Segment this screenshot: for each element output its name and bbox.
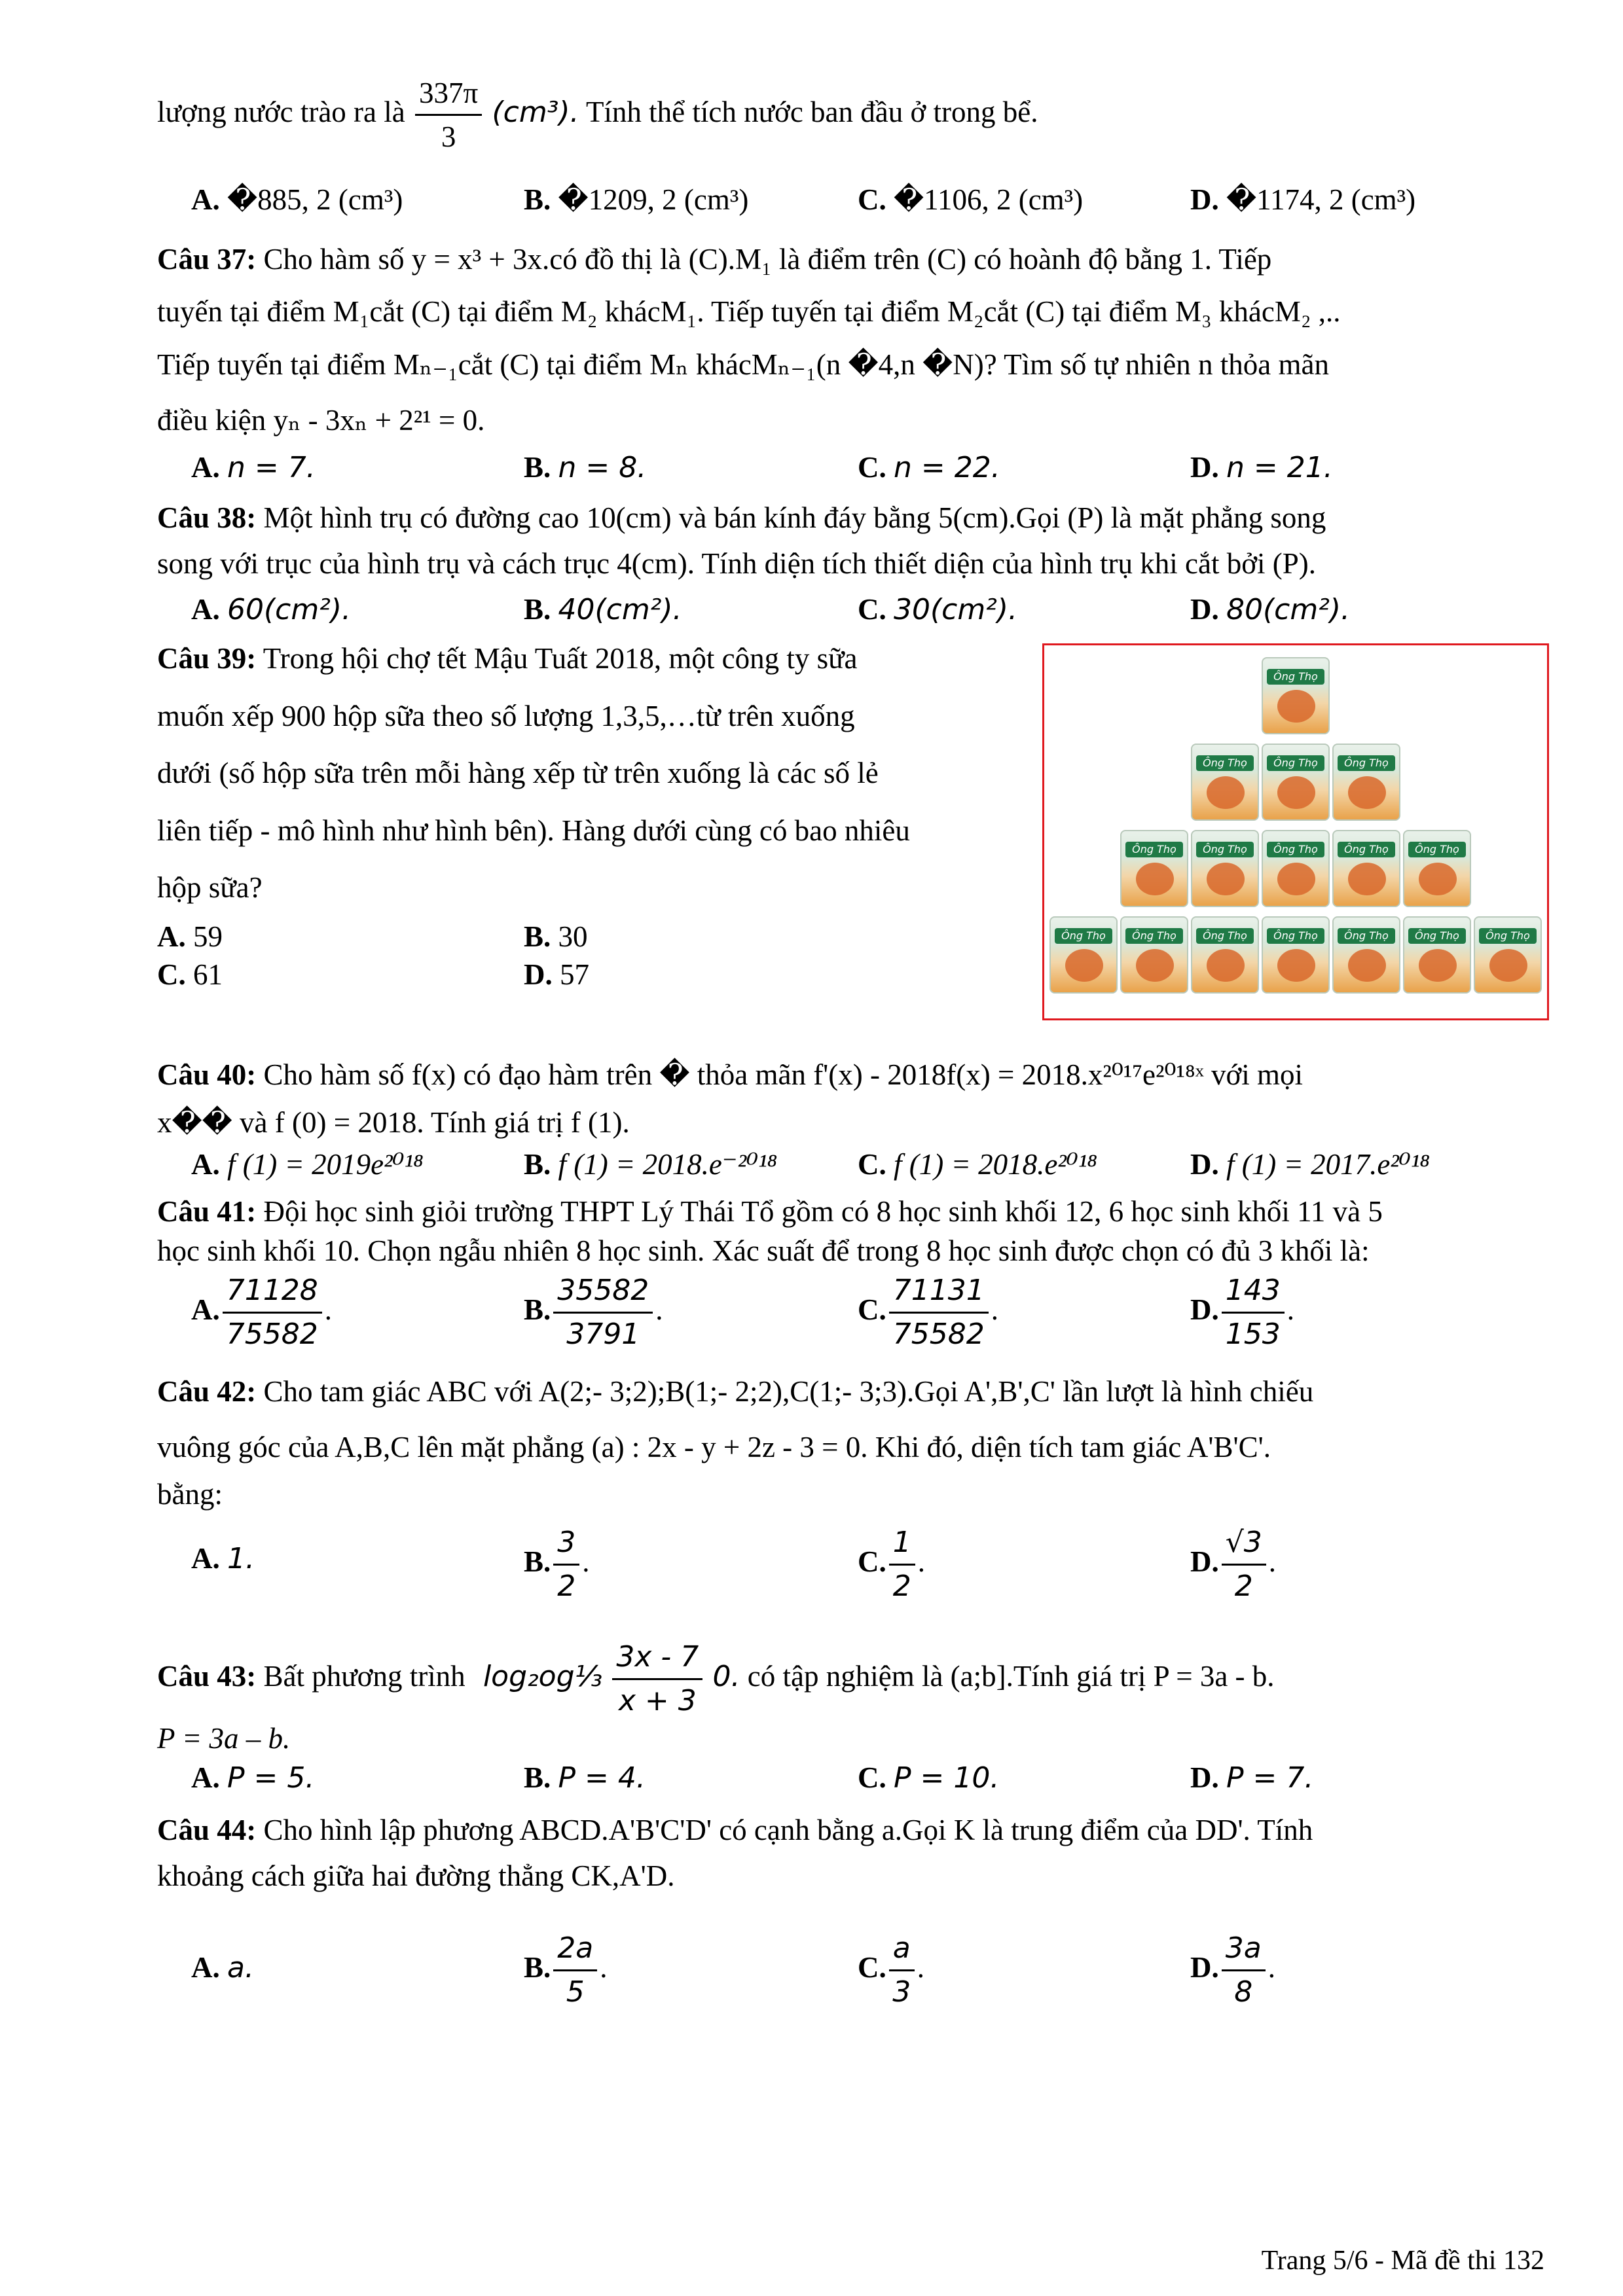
q44-option-d[interactable]: D. $\frac{3a}{8}$ . [1190, 1928, 1275, 2013]
milk-can-illustration [1489, 949, 1527, 982]
q37-line-3: Tiếp tuyến tại điểm Mₙ₋₁cắt (C) tại điểm Mₙ khácMₙ₋₁(n �4,n �N)? Tìm số tự nhiên n thỏa mãn [157, 348, 1329, 381]
milk-can-label: Ông Thọ [1196, 842, 1254, 857]
milk-can-label: Ông Thọ [1055, 928, 1112, 944]
question-number: Câu 38: [157, 501, 257, 534]
milk-can [1332, 830, 1400, 907]
q39-line-5: hộp sữa? [157, 871, 263, 904]
milk-can-illustration [1277, 863, 1315, 895]
milk-can [1332, 744, 1400, 821]
q40-line-1: Câu 40: Cho hàm số f(x) có đạo hàm trên � thỏa mãn f'(x) - 2018f(x) = 2018.x²⁰¹⁷e²⁰¹⁸ˣ với mọi [157, 1058, 1304, 1091]
milk-can-illustration [1348, 863, 1386, 895]
milk-can-illustration [1136, 949, 1174, 982]
milk-can [1403, 916, 1471, 994]
q40-line-2: x�� và f (0) = 2018. Tính giá trị f (1). [157, 1106, 630, 1139]
milk-can [1262, 916, 1330, 994]
q41-line-2: học sinh khối 10. Chọn ngẫu nhiên 8 học sinh. Xác suất để trong 8 học sinh được chọn có đủ 3 khối là: [157, 1234, 1370, 1267]
milk-can [1191, 744, 1259, 821]
milk-can-illustration [1277, 949, 1315, 982]
q37-option-d[interactable]: D. n = 21. [1190, 451, 1333, 484]
q36-option-a[interactable]: A. �885, 2 (cm³) [191, 183, 403, 216]
milk-can-label: Ông Thọ [1196, 928, 1254, 944]
milk-can [1191, 830, 1259, 907]
q43-option-a[interactable]: A. P = 5. [191, 1761, 315, 1795]
milk-can-illustration [1207, 776, 1245, 809]
milk-can [1262, 657, 1330, 734]
q44-option-a[interactable]: A. a. [191, 1951, 254, 1984]
q39-line-3: dưới (số hộp sữa trên mỗi hàng xếp từ trên xuống là các số lẻ [157, 757, 879, 789]
milk-can [1474, 916, 1542, 994]
question-number: Câu 41: [157, 1195, 257, 1228]
q42-option-c[interactable]: C. $\frac{1}{2}$ . [858, 1522, 925, 1607]
q42-option-a[interactable]: A. 1. [191, 1542, 255, 1575]
q36-option-d[interactable]: D. �1174, 2 (cm³) [1190, 183, 1416, 216]
milk-can-label: Ông Thọ [1408, 928, 1466, 944]
q39-option-b[interactable]: B. 30 [524, 920, 588, 953]
q38-option-a[interactable]: A. 60(cm²). [191, 593, 351, 626]
milk-can-label: Ông Thọ [1479, 928, 1537, 944]
q44-option-c[interactable]: C. $\frac{a}{3}$ . [858, 1928, 924, 2013]
q41-option-d[interactable]: D. $\frac{143}{153}$ . [1190, 1270, 1294, 1355]
milk-can-pyramid-figure [1042, 643, 1549, 1020]
q43-line-1: Câu 43: Bất phương trình log₂og⅓ $\frac{3x - 7}{x + 3}$ 0. có tập nghiệm là (a;b].Tính giá trị P = 3a - b. [157, 1636, 1275, 1722]
q37-line-4: điều kiện yₙ - 3xₙ + 2²¹ = 0. [157, 404, 485, 437]
q38-line-2: song với trục của hình trụ và cách trục 4(cm). Tính diện tích thiết diện của hình trụ khi cắt bởi (P). [157, 547, 1317, 580]
q40-option-a[interactable]: A. f (1) = 2019e²⁰¹⁸ [191, 1148, 424, 1181]
question-number: Câu 40: [157, 1058, 257, 1091]
q39-option-c[interactable]: C. 61 [157, 958, 223, 991]
q43-option-d[interactable]: D. P = 7. [1190, 1761, 1314, 1795]
question-number: Câu 39: [157, 642, 257, 675]
q40-option-c[interactable]: C. f (1) = 2018.e²⁰¹⁸ [858, 1148, 1097, 1181]
q38-option-c[interactable]: C. 30(cm²). [858, 593, 1017, 626]
q36-option-c[interactable]: C. �1106, 2 (cm³) [858, 183, 1084, 216]
milk-can [1262, 744, 1330, 821]
intro-text: lượng nước trào ra là [157, 95, 405, 128]
milk-can-illustration [1277, 690, 1315, 723]
q42-option-d[interactable]: D. $\frac{√3}{2}$ . [1190, 1522, 1276, 1607]
q40-option-b[interactable]: B. f (1) = 2018.e⁻²⁰¹⁸ [524, 1148, 778, 1181]
q39-option-a[interactable]: A. 59 [157, 920, 223, 953]
q39-line-2: muốn xếp 900 hộp sữa theo số lượng 1,3,5,…từ trên xuống [157, 700, 855, 732]
q42-line-2: vuông góc của A,B,C lên mặt phẳng (a) : 2x - y + 2z - 3 = 0. Khi đó, diện tích tam giác A'B'C'. [157, 1431, 1271, 1463]
q44-option-b[interactable]: B. $\frac{2a}{5}$ . [524, 1928, 607, 2013]
q37-option-b[interactable]: B. n = 8. [524, 451, 647, 484]
milk-can-label: Ông Thọ [1338, 842, 1395, 857]
q42-line-3: bằng: [157, 1478, 223, 1511]
intro-line: lượng nước trào ra là $\frac{337\pi}{3}$ (cm³). Tính thể tích nước ban đầu ở trong bể. [157, 72, 1038, 158]
q43-option-b[interactable]: B. P = 4. [524, 1761, 646, 1795]
milk-can-illustration [1207, 949, 1245, 982]
milk-can-label: Ông Thọ [1338, 928, 1395, 944]
q36-option-b[interactable]: B. �1209, 2 (cm³) [524, 183, 749, 216]
milk-can-illustration [1136, 863, 1174, 895]
q40-option-d[interactable]: D. f (1) = 2017.e²⁰¹⁸ [1190, 1148, 1430, 1181]
question-number: Câu 37: [157, 243, 257, 276]
question-number: Câu 43: [157, 1659, 257, 1693]
q39-line-4: liên tiếp - mô hình như hình bên). Hàng dưới cùng có bao nhiêu [157, 814, 910, 847]
milk-can-illustration [1419, 949, 1457, 982]
milk-can-label: Ông Thọ [1267, 669, 1324, 685]
milk-can [1191, 916, 1259, 994]
milk-can-illustration [1065, 949, 1103, 982]
q41-option-a[interactable]: A. $\frac{71128}{75582}$ . [191, 1270, 332, 1355]
q38-option-d[interactable]: D. 80(cm²). [1190, 593, 1350, 626]
milk-can [1049, 916, 1118, 994]
q41-option-c[interactable]: C. $\frac{71131}{75582}$ . [858, 1270, 998, 1355]
milk-can-label: Ông Thọ [1338, 755, 1395, 771]
milk-can-label: Ông Thọ [1196, 755, 1254, 771]
question-number: Câu 42: [157, 1375, 257, 1408]
milk-can [1120, 830, 1188, 907]
milk-can-illustration [1419, 863, 1457, 895]
q44-line-2: khoảng cách giữa hai đường thẳng CK,A'D. [157, 1859, 675, 1892]
milk-can-illustration [1277, 776, 1315, 809]
q37-option-c[interactable]: C. n = 22. [858, 451, 1000, 484]
milk-can-illustration [1207, 863, 1245, 895]
milk-can [1120, 916, 1188, 994]
milk-can-label: Ông Thọ [1267, 928, 1324, 944]
q37-line-1: Câu 37: Cho hàm số y = x³ + 3x.có đồ thị là (C).M₁ là điểm trên (C) có hoành độ bằng 1. Tiếp [157, 243, 1272, 276]
milk-can-label: Ông Thọ [1267, 842, 1324, 857]
milk-can [1262, 830, 1330, 907]
milk-can-label: Ông Thọ [1267, 755, 1324, 771]
q42-line-1: Câu 42: Cho tam giác ABC với A(2;- 3;2);B(1;- 2;2),C(1;- 3;3).Gọi A',B',C' lần lượt là hình chiếu [157, 1375, 1314, 1408]
question-number: Câu 44: [157, 1814, 257, 1846]
q39-line-1: Câu 39: Trong hội chợ tết Mậu Tuất 2018, một công ty sữa [157, 642, 858, 675]
milk-can-illustration [1348, 776, 1386, 809]
q43-line-2: P = 3a – b. [157, 1722, 291, 1755]
q37-option-a[interactable]: A. n = 7. [191, 451, 316, 484]
q43-option-c[interactable]: C. P = 10. [858, 1761, 1000, 1795]
page-footer: Trang 5/6 - Mã đề thi 132 [1261, 2246, 1544, 2276]
intro-fraction: $\frac{337\pi}{3}$ [415, 72, 482, 158]
q42-option-b[interactable]: B. $\frac{3}{2}$ . [524, 1522, 590, 1607]
q37-line-2: tuyến tại điểm M₁cắt (C) tại điểm M₂ khácM₁. Tiếp tuyến tại điểm M₂cắt (C) tại điểm M₃ khácM₂ ,.. [157, 295, 1341, 328]
milk-can-label: Ông Thọ [1125, 842, 1183, 857]
q44-line-1: Câu 44: Cho hình lập phương ABCD.A'B'C'D' có cạnh bằng a.Gọi K là trung điểm của DD'. Tính [157, 1814, 1313, 1846]
milk-can [1403, 830, 1471, 907]
milk-can-label: Ông Thọ [1125, 928, 1183, 944]
milk-can-illustration [1348, 949, 1386, 982]
q41-line-1: Câu 41: Đội học sinh giỏi trường THPT Lý Thái Tổ gồm có 8 học sinh khối 12, 6 học sinh khối 11 và 5 [157, 1195, 1383, 1228]
q38-line-1: Câu 38: Một hình trụ có đường cao 10(cm) và bán kính đáy bằng 5(cm).Gọi (P) là mặt phẳng song [157, 501, 1326, 534]
milk-can [1332, 916, 1400, 994]
q38-option-b[interactable]: B. 40(cm²). [524, 593, 682, 626]
q39-option-d[interactable]: D. 57 [524, 958, 589, 991]
q41-option-b[interactable]: B. $\frac{35582}{3791}$ . [524, 1270, 663, 1355]
milk-can-label: Ông Thọ [1408, 842, 1466, 857]
